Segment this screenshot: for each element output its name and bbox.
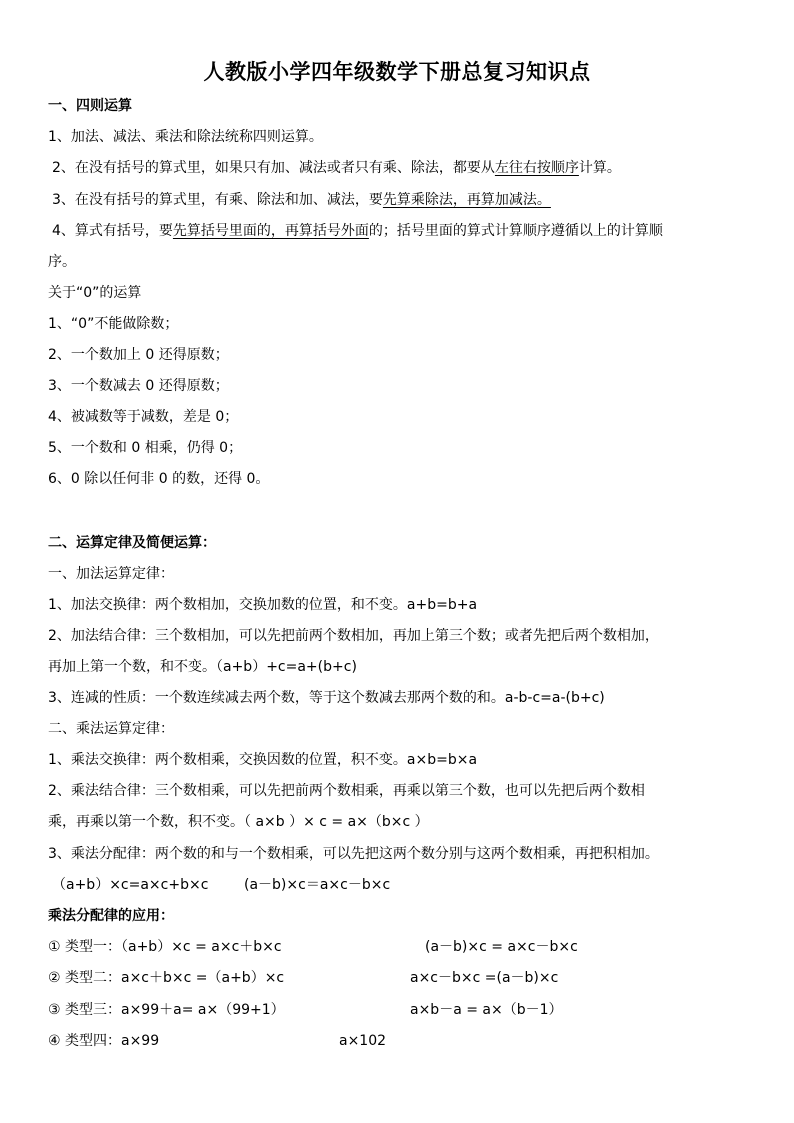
paragraph-line: 2、乘法结合律：三个数相乘，可以先把前两个数相乘，再乘以第三个数，也可以先把后两个数相	[48, 783, 645, 799]
formula: ④ 类型四：a×99	[48, 1033, 160, 1049]
list-item: 6、0 除以任何非 0 的数，还得 0。	[48, 471, 270, 487]
formula: ② 类型二：a×c＋b×c =（a+b）×c	[48, 970, 285, 986]
paragraph-line: 序。	[48, 254, 76, 270]
paragraph-line: 再加上第一个数，和不变。（a+b）+c=a+(b+c)	[48, 659, 357, 675]
subheading-zero: 关于“0”的运算	[48, 285, 142, 301]
formula: （a+b）×c=a×c+b×c	[52, 877, 209, 893]
paragraph-line: 乘，再乘以第一个数，积不变。（ a×b ）× c = a×（b×c ）	[48, 814, 429, 830]
text-span: 的；括号里面的算式计算顺序遵循以上的计算顺	[368, 223, 663, 239]
text-span: 计算。	[578, 160, 621, 176]
formula: a×b－a = a×（b－1）	[410, 1002, 563, 1018]
list-item: 3、一个数减去 0 还得原数；	[48, 378, 229, 394]
list-item: 4、被减数等于减数，差是 0；	[48, 409, 239, 425]
text-span: 4、算式有括号，要	[52, 223, 173, 239]
paragraph-line	[52, 221, 663, 241]
section-heading-laws: 二、运算定律及简便运算：	[48, 535, 216, 551]
formula: a×102	[339, 1033, 387, 1049]
paragraph-line	[52, 190, 551, 210]
formula: (a－b)×c＝a×c－b×c	[244, 877, 391, 893]
section-heading-distribution: 乘法分配律的应用：	[48, 908, 174, 924]
formula: a×c－b×c =(a－b)×c	[410, 970, 559, 986]
list-item: 1、“0”不能做除数；	[48, 316, 179, 332]
underlined-text: 左往右按顺序	[494, 160, 579, 176]
formula: ③ 类型三：a×99＋a= a×（99+1）	[48, 1002, 285, 1018]
page-title: 人教版小学四年级数学下册总复习知识点	[203, 60, 591, 84]
paragraph-line: 1、加法、减法、乘法和除法统称四则运算。	[48, 129, 323, 145]
underlined-text: 先算乘除法，再算加减法。	[382, 192, 551, 208]
underlined-text: 先算括号里面的，再算括号外面	[172, 223, 369, 239]
paragraph-line: 1、乘法交换律：两个数相乘，交换因数的位置，积不变。a×b=b×a	[48, 752, 478, 768]
text-span: 3、在没有括号的算式里，有乘、除法和加、减法，要	[52, 192, 383, 208]
formula: (a－b)×c = a×c－b×c	[425, 939, 578, 955]
paragraph-line: 1、加法交换律：两个数相加，交换加数的位置，和不变。a+b=b+a	[48, 597, 478, 613]
formula: ① 类型一：（a+b）×c = a×c＋b×c	[48, 939, 282, 955]
paragraph-line: 3、连减的性质：一个数连续减去两个数，等于这个数减去那两个数的和。a-b-c=a-(b+c)	[48, 690, 605, 706]
paragraph-line	[52, 158, 621, 178]
paragraph-line: 3、乘法分配律：两个数的和与一个数相乘，可以先把这两个数分别与这两个数相乘，再把积相加。	[48, 846, 659, 862]
list-item: 2、一个数加上 0 还得原数；	[48, 347, 229, 363]
subheading-multiplication: 二、乘法运算定律：	[48, 721, 174, 737]
section-heading-arithmetic: 一、四则运算	[48, 98, 132, 114]
paragraph-line: 2、加法结合律：三个数相加，可以先把前两个数相加，再加上第三个数；或者先把后两个数相加，	[48, 628, 659, 644]
subheading-addition: 一、加法运算定律：	[48, 566, 174, 582]
list-item: 5、一个数和 0 相乘，仍得 0；	[48, 440, 243, 456]
text-span: 2、在没有括号的算式里，如果只有加、减法或者只有乘、除法，都要从	[52, 160, 495, 176]
